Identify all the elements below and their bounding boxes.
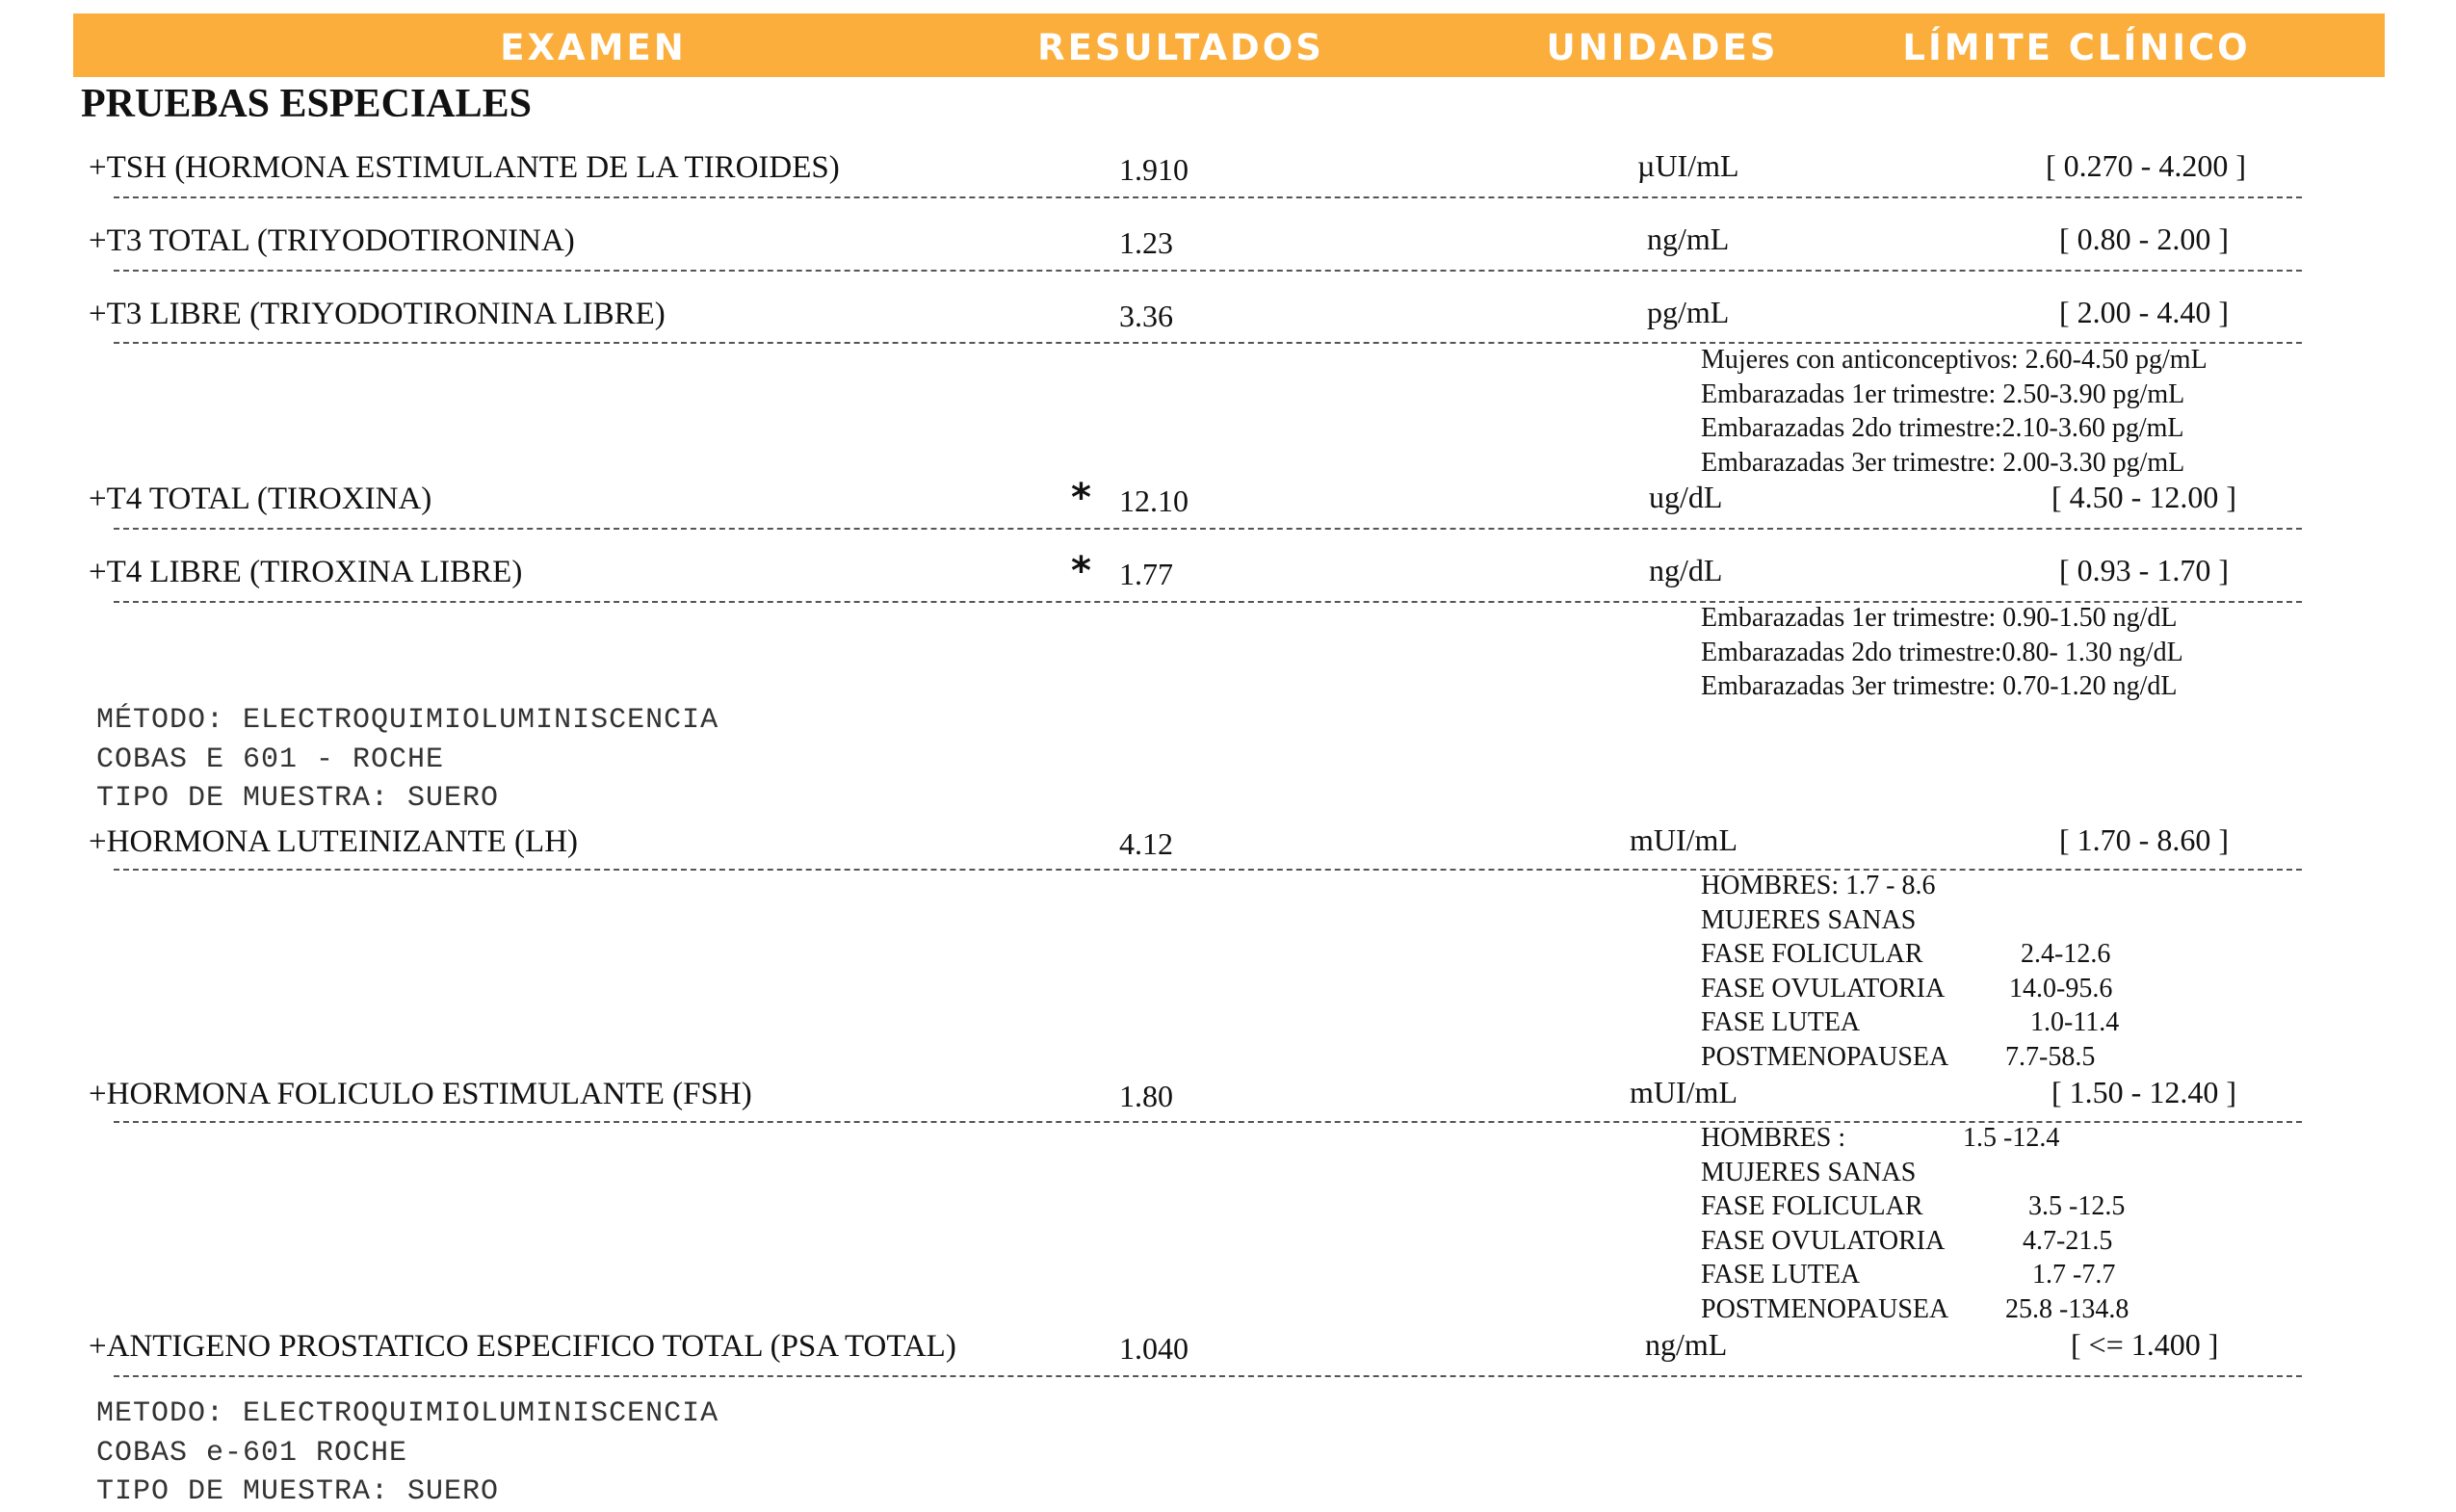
reference-range: [ 2.00 - 4.40 ] (2059, 295, 2229, 329)
table-row (0, 1077, 2456, 1134)
note-label: FASE LUTEA (1701, 1260, 1861, 1290)
note-line (1701, 1121, 2060, 1156)
row-divider (114, 196, 2302, 198)
unit: mUI/mL (1630, 822, 1737, 857)
reference-range: [ 4.50 - 12.00 ] (2051, 480, 2236, 514)
table-row (0, 223, 2456, 281)
note-label: FASE LUTEA (1701, 1007, 1861, 1037)
reference-range: [ 1.70 - 8.60 ] (2059, 822, 2229, 857)
unit: ng/dL (1649, 553, 1723, 587)
reference-range: [ 0.270 - 4.200 ] (2046, 148, 2246, 183)
result-value: 1.910 (1119, 152, 1189, 187)
note-line: Embarazadas 3er trimestre: 0.70-1.20 ng/dL (1701, 671, 2178, 701)
flag-marker: * (1071, 476, 1091, 520)
note-label: FASE FOLICULAR (1701, 1191, 1923, 1221)
note-label: HOMBRES : (1701, 1123, 1846, 1153)
method-line: COBAS e-601 ROCHE (96, 1436, 408, 1470)
exam-name: +T3 TOTAL (TRIYODOTIRONINA) (89, 223, 575, 258)
note-value: 1.0-11.4 (2030, 1007, 2120, 1037)
note-line: Embarazadas 2do trimestre:2.10-3.60 pg/mL (1701, 413, 2184, 443)
note-line (1701, 1040, 2096, 1075)
section-title: PRUEBAS ESPECIALES (81, 82, 532, 126)
method-block (96, 701, 719, 819)
notes-lh (1701, 869, 2120, 1074)
note-line (1701, 1292, 2129, 1327)
header-limit: LÍMITE CLÍNICO (1902, 27, 2251, 68)
table-row (0, 824, 2456, 882)
result-value: 3.36 (1119, 299, 1173, 333)
method-line: TIPO DE MUESTRA: SUERO (96, 782, 500, 815)
table-row (0, 476, 2456, 539)
unit: ug/dL (1649, 480, 1723, 514)
note-line: Embarazadas 2do trimestre:0.80- 1.30 ng/dL (1701, 637, 2183, 667)
exam-name: +T4 LIBRE (TIROXINA LIBRE) (89, 555, 523, 589)
note-value: 4.7-21.5 (2023, 1225, 2113, 1256)
notes-t4-libre (1701, 601, 2183, 704)
note-line: Mujeres con anticonceptivos: 2.60-4.50 pg/mL (1701, 345, 2208, 375)
row-divider (114, 270, 2302, 272)
unit: µUI/mL (1637, 148, 1739, 183)
header-results: RESULTADOS (1037, 27, 1324, 68)
note-line (1701, 1156, 1948, 1190)
method-line: TIPO DE MUESTRA: SUERO (96, 1475, 500, 1508)
note-label: POSTMENOPAUSEA (1701, 1041, 1949, 1072)
result-value: 1.77 (1119, 557, 1173, 591)
note-line (1701, 1005, 2120, 1040)
method-block (96, 1395, 719, 1512)
exam-name: +ANTIGENO PROSTATICO ESPECIFICO TOTAL (PSA TOTAL) (89, 1329, 956, 1364)
unit: ng/mL (1645, 1327, 1728, 1362)
reference-range: [ 0.93 - 1.70 ] (2059, 553, 2229, 587)
reference-range: [ 1.50 - 12.40 ] (2051, 1075, 2236, 1109)
note-value: 7.7-58.5 (2005, 1041, 2096, 1072)
exam-name: +T3 LIBRE (TRIYODOTIRONINA LIBRE) (89, 297, 666, 331)
unit: mUI/mL (1630, 1075, 1737, 1109)
method-line: COBAS E 601 - ROCHE (96, 743, 445, 776)
note-line: Embarazadas 1er trimestre: 2.50-3.90 pg/mL (1701, 378, 2185, 409)
row-divider (114, 869, 2302, 871)
note-value: 1.5 -12.4 (1963, 1123, 2060, 1153)
result-value: 4.12 (1119, 826, 1173, 861)
result-value: 1.23 (1119, 225, 1173, 260)
method-line: MÉTODO: ELECTROQUIMIOLUMINISCENCIA (96, 704, 719, 737)
note-value: 1.7 -7.7 (2032, 1260, 2116, 1290)
unit: ng/mL (1647, 222, 1730, 256)
header-exam: EXAMEN (500, 27, 687, 68)
table-row (0, 1329, 2456, 1387)
row-divider (114, 1375, 2302, 1377)
notes-t3-libre (1701, 343, 2208, 480)
method-line: METODO: ELECTROQUIMIOLUMINISCENCIA (96, 1397, 719, 1430)
reference-range: [ 0.80 - 2.00 ] (2059, 222, 2229, 256)
note-line (1701, 903, 1948, 938)
result-value: 12.10 (1119, 483, 1189, 518)
note-value: 25.8 -134.8 (2005, 1293, 2129, 1324)
note-line: Embarazadas 3er trimestre: 2.00-3.30 pg/mL (1701, 447, 2185, 478)
note-label: FASE FOLICULAR (1701, 939, 1923, 969)
table-row (0, 150, 2456, 208)
note-label: FASE OVULATORIA (1701, 973, 1946, 1004)
note-label: POSTMENOPAUSEA (1701, 1293, 1949, 1324)
exam-name: +HORMONA FOLICULO ESTIMULANTE (FSH) (89, 1077, 752, 1111)
reference-range: [ <= 1.400 ] (2071, 1327, 2219, 1362)
exam-name: +T4 TOTAL (TIROXINA) (89, 482, 432, 516)
exam-name: +TSH (HORMONA ESTIMULANTE DE LA TIROIDES) (89, 150, 840, 185)
note-value: 2.4-12.6 (2021, 939, 2111, 969)
note-line (1701, 1258, 2116, 1292)
row-divider (114, 528, 2302, 530)
note-line (1701, 1224, 2113, 1259)
note-label: MUJERES SANAS (1701, 1157, 1917, 1187)
unit: pg/mL (1647, 295, 1730, 329)
header-units: UNIDADES (1546, 27, 1779, 68)
note-label: FASE OVULATORIA (1701, 1225, 1946, 1256)
note-value: 3.5 -12.5 (2028, 1191, 2126, 1221)
note-line (1701, 869, 1948, 903)
table-header (73, 13, 2385, 77)
flag-marker: * (1071, 549, 1091, 593)
result-value: 1.80 (1119, 1079, 1173, 1113)
note-line: Embarazadas 1er trimestre: 0.90-1.50 ng/dL (1701, 603, 2178, 633)
note-line (1701, 1189, 2126, 1224)
note-line (1701, 972, 2113, 1006)
note-line (1701, 937, 2111, 972)
result-value: 1.040 (1119, 1331, 1189, 1366)
note-label: HOMBRES: 1.7 - 8.6 (1701, 871, 1936, 900)
exam-name: +HORMONA LUTEINIZANTE (LH) (89, 824, 579, 859)
note-value: 14.0-95.6 (2009, 973, 2113, 1004)
note-label: MUJERES SANAS (1701, 904, 1917, 935)
notes-fsh (1701, 1121, 2129, 1326)
